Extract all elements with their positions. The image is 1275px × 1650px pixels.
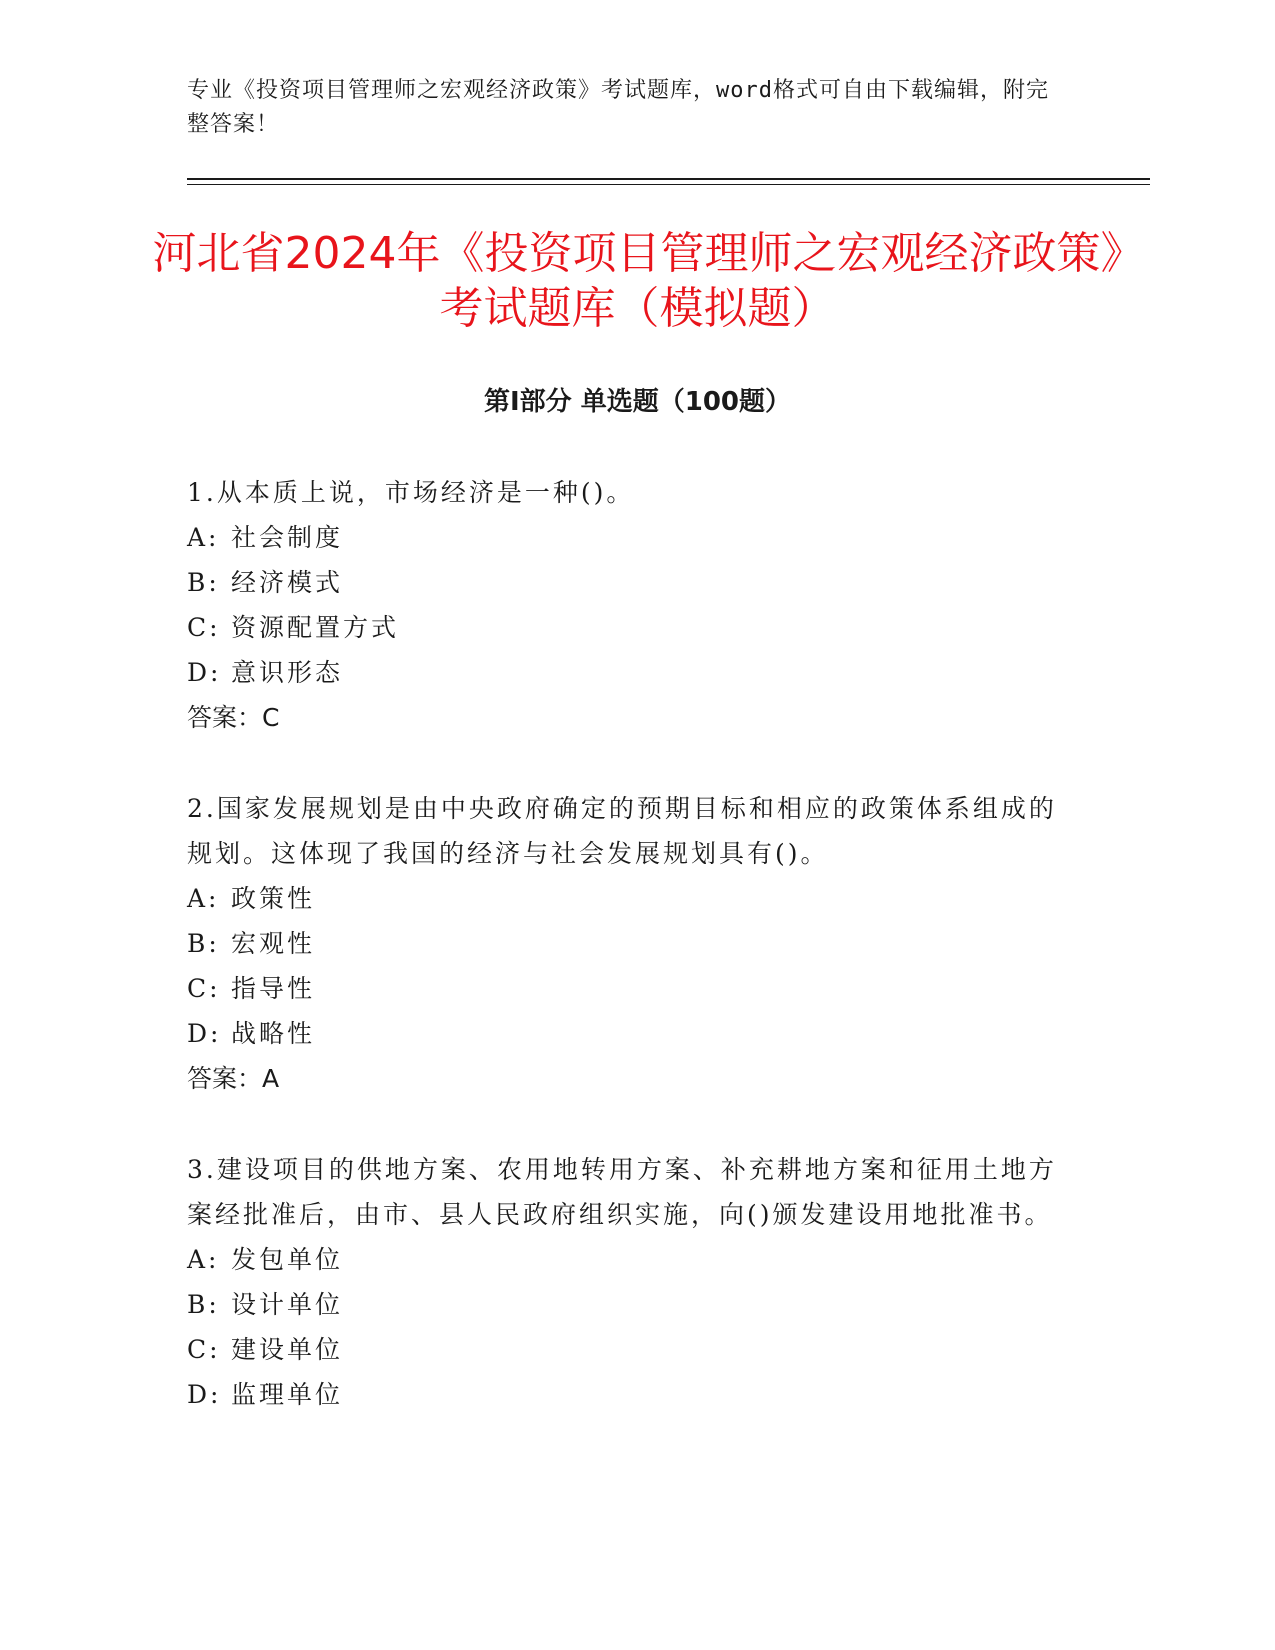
option-text: 监理单位 [231,1380,344,1409]
option-key: A: [187,1245,220,1274]
header-rule-thin [187,184,1150,185]
option-c [187,966,1067,1011]
option-text: 经济模式 [231,568,344,597]
option-key: B: [187,1290,220,1319]
question-2 [187,786,1067,1101]
question-1 [187,470,1067,740]
header-rule-thick [187,178,1150,180]
option-key: A: [187,523,220,552]
option-text: 建设单位 [231,1335,344,1364]
option-a [187,876,1067,921]
option-key: C: [187,974,221,1003]
option-key: B: [187,568,220,597]
option-key: A: [187,884,220,913]
option-key: D: [187,1019,222,1048]
question-stem: 1.从本质上说，市场经济是一种()。 [187,478,635,507]
section-title: 第I部分 单选题（100题） [484,387,791,417]
option-b [187,1282,1067,1327]
question-stem: 2.国家发展规划是由中央政府确定的预期目标和相应的政策体系组成的规划。这体现了我国的经济与社会发展规划具有()。 [187,794,1057,868]
option-text: 社会制度 [231,523,344,552]
option-c [187,605,1067,650]
option-key: B: [187,929,220,958]
answer-line: 答案：C [187,703,280,732]
question-list [187,470,1067,1463]
option-d [187,1011,1067,1056]
question-3 [187,1147,1067,1417]
option-b [187,560,1067,605]
option-text: 资源配置方式 [231,613,400,642]
header-note: 专业《投资项目管理师之宏观经济政策》考试题库，word格式可自由下载编辑，附完整答案！ [187,78,1049,137]
option-key: C: [187,1335,221,1364]
option-key: D: [187,658,222,687]
option-d [187,1372,1067,1417]
answer-line: 答案：A [187,1064,280,1093]
option-text: 宏观性 [231,929,316,958]
option-text: 发包单位 [231,1245,344,1274]
question-stem: 3.建设项目的供地方案、农用地转用方案、补充耕地方案和征用土地方案经批准后，由市、县人民政府组织实施，向()颁发建设用地批准书。 [187,1155,1057,1229]
option-key: D: [187,1380,222,1409]
option-c [187,1327,1067,1372]
option-d [187,650,1067,695]
option-b [187,921,1067,966]
option-a [187,515,1067,560]
option-text: 战略性 [231,1019,316,1048]
document-title: 河北省2024年《投资项目管理师之宏观经济政策》考试题库（模拟题） [152,228,1123,334]
option-a [187,1237,1067,1282]
option-key: C: [187,613,221,642]
option-text: 设计单位 [231,1290,344,1319]
option-text: 政策性 [231,884,316,913]
option-text: 意识形态 [231,658,344,687]
option-text: 指导性 [231,974,316,1003]
